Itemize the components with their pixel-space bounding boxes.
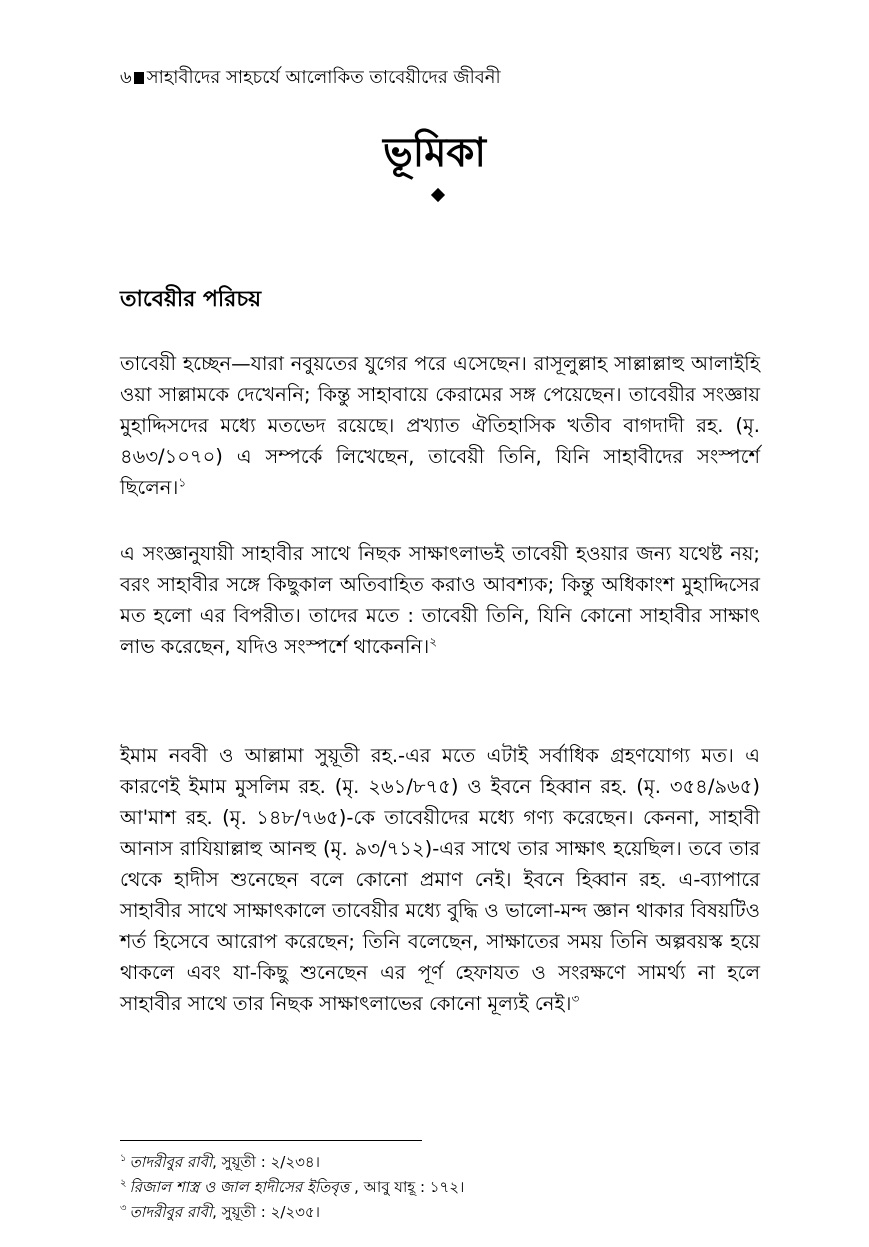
diamond-ornament-icon — [431, 188, 445, 202]
footnote-number: ২ — [120, 1178, 127, 1189]
footnote-detail: , সুয়ূতী : ২/২৩৪। — [212, 1153, 320, 1171]
paragraph-text: তাবেয়ী হচ্ছেন—যারা নবুয়তের যুগের পরে এসেছেন। রাসূলুল্লাহ সাল্লাল্লাহু আলাইহি ওয়া সাল্লামকে দেখেননি; কিন্তু সাহাবায়ে কেরামের সঙ্গ পেয়েছেন। তাবেয়ীর সংজ্ঞায় মুহাদ্দিসদের মধ্যে মতভেদ রয়েছে। প্রখ্যাত ঐতিহাসিক খতীব বাগদাদী রহ. (মৃ. ৪৬৩/১০৭০) এ সম্পর্কে লিখেছেন, তাবেয়ী তিনি, যিনি সাহাবীদের সংস্পর্শে ছিলেন। — [120, 352, 760, 499]
footnote-ref-3[interactable]: ৩ — [571, 991, 580, 1006]
square-bullet-icon — [134, 72, 144, 84]
footnote-source: রিজাল শাস্ত্র ও জাল হাদীসের ইতিবৃত্ত — [129, 1178, 350, 1196]
footnote-3 — [120, 1200, 464, 1225]
section-heading: তাবেয়ীর পরিচয় — [120, 287, 262, 312]
running-header — [120, 66, 501, 90]
footnote-divider — [120, 1140, 422, 1141]
footnotes — [120, 1150, 464, 1225]
footnote-detail: , আবু যাহূ : ১৭২। — [349, 1178, 465, 1196]
footnote-ref-2[interactable]: ২ — [429, 634, 438, 649]
footnote-ref-1[interactable]: ১ — [178, 475, 187, 490]
footnote-source: তাদরীবুর রাবী — [129, 1153, 213, 1171]
paragraph-3 — [120, 740, 760, 1019]
page-number: ৬ — [120, 67, 132, 88]
footnote-number: ৩ — [120, 1203, 127, 1214]
paragraph-text: ইমাম নববী ও আল্লামা সুয়ূতী রহ.-এর মতে এটাই সর্বাধিক গ্রহণযোগ্য মত। এ কারণেই ইমাম মুসলিম রহ. (মৃ. ২৬১/৮৭৫) ও ইবনে হিব্বান রহ. (মৃ. ৩৫৪/৯৬৫) আ'মাশ রহ. (মৃ. ১৪৮/৭৬৫)-কে তাবেয়ীদের মধ্যে গণ্য করেছেন। কেননা, সাহাবী আনাস রাযিয়াল্লাহু আনহু (মৃ. ৯৩/৭১২)-এর সাথে তার সাক্ষাৎ হয়েছিল। তবে তার থেকে হাদীস শুনেছেন বলে কোনো প্রমাণ নেই। ইবনে হিব্বান রহ. এ-ব্যাপারে সাহাবীর সাথে সাক্ষাৎকালে তাবেয়ীর মধ্যে বুদ্ধি ও ভালো-মন্দ জ্ঞান থাকার বিষয়টিও শর্ত হিসেবে আরোপ করেছেন; তিনি বলেছেন, সাক্ষাতের সময় তিনি অল্পবয়স্ক হয়ে থাকলে এবং যা-কিছু শুনেছেন এর পূর্ণ হেফাযত ও সংরক্ষণে সামর্থ্য না হলে সাহাবীর সাথে তার নিছক সাক্ষাৎলাভের কোনো মূল্যই নেই। — [120, 744, 760, 1015]
paragraph-text: এ সংজ্ঞানুযায়ী সাহাবীর সাথে নিছক সাক্ষাৎলাভই তাবেয়ী হওয়ার জন্য যথেষ্ট নয়; বরং সাহাবীর সঙ্গে কিছুকাল অতিবাহিত করাও আবশ্যক; কিন্তু অধিকাংশ মুহাদ্দিসের মত হলো এর বিপরীত। তাদের মতে : তাবেয়ী তিনি, যিনি কোনো সাহাবীর সাক্ষাৎ লাভ করেছেন, যদিও সংস্পর্শে থাকেননি। — [120, 542, 760, 658]
paragraph-2 — [120, 538, 760, 662]
footnote-2 — [120, 1175, 464, 1200]
chapter-title: ভূমিকা — [382, 130, 487, 176]
footnote-detail: , সুয়ূতী : ২/২৩৫। — [212, 1203, 320, 1221]
book-title: সাহাবীদের সাহচর্যে আলোকিত তাবেয়ীদের জীবনী — [146, 67, 501, 88]
paragraph-1 — [120, 348, 760, 503]
footnote-source: তাদরীবুর রাবী — [129, 1203, 213, 1221]
footnote-number: ১ — [120, 1153, 127, 1164]
footnote-1 — [120, 1150, 464, 1175]
